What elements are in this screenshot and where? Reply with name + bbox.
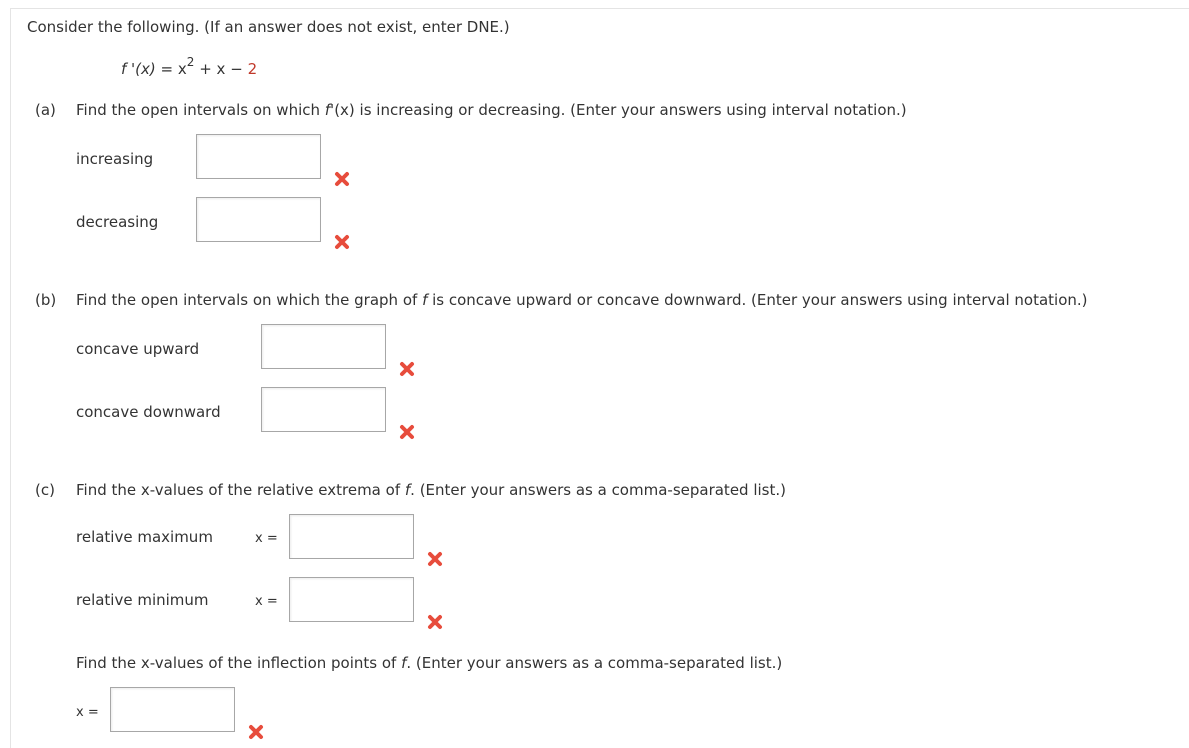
incorrect-x-icon <box>334 234 350 250</box>
x-equals-label: x = <box>255 594 278 609</box>
incorrect-x-icon <box>248 724 264 740</box>
part-b-letter: (b) <box>35 291 57 309</box>
function-constant: 2 <box>247 60 258 78</box>
part-a-prompt-pre: Find the open intervals on which <box>76 101 325 119</box>
part-a-prompt <box>76 101 907 119</box>
relative-minimum-input[interactable] <box>289 577 414 622</box>
part-c-prompt <box>76 481 786 499</box>
question-frame <box>10 8 1189 748</box>
part-c-prompt-fn: f <box>404 481 411 499</box>
incorrect-x-icon <box>399 424 415 440</box>
part-a-prompt-fn: f' <box>324 101 335 119</box>
increasing-label: increasing <box>76 150 154 168</box>
function-definition <box>121 55 258 78</box>
part-b-prompt <box>76 291 1088 309</box>
inflection-prompt-pre: Find the x-values of the inflection points of <box>76 654 402 672</box>
part-c-prompt-pre: Find the x-values of the relative extrema of <box>76 481 405 499</box>
concave-upward-label: concave upward <box>76 340 200 358</box>
function-rest: + x − <box>199 60 243 78</box>
incorrect-x-icon <box>427 614 443 630</box>
decreasing-label: decreasing <box>76 213 159 231</box>
part-c-letter: (c) <box>35 481 55 499</box>
concave-downward-input[interactable] <box>261 387 386 432</box>
incorrect-x-icon <box>334 171 350 187</box>
incorrect-x-icon <box>427 551 443 567</box>
question-intro: Consider the following. (If an answer does not exist, enter DNE.) <box>27 18 510 36</box>
relative-maximum-input[interactable] <box>289 514 414 559</box>
inflection-prompt <box>76 654 782 672</box>
incorrect-x-icon <box>399 361 415 377</box>
inflection-points-input[interactable] <box>110 687 235 732</box>
function-term1: x <box>177 60 187 78</box>
inflection-prompt-fn: f <box>401 654 407 672</box>
concave-upward-input[interactable] <box>261 324 386 369</box>
decreasing-input[interactable] <box>196 197 321 242</box>
part-b-prompt-post: is concave upward or concave downward. (Enter your answers using interval notation.) <box>427 291 1088 309</box>
part-a-prompt-post: (x) is increasing or decreasing. (Enter your answers using interval notation.) <box>334 101 907 119</box>
part-b-prompt-fn: f <box>422 291 428 309</box>
part-b-prompt-pre: Find the open intervals on which the graph of <box>76 291 423 309</box>
relative-minimum-label: relative minimum <box>76 591 209 609</box>
increasing-input[interactable] <box>196 134 321 179</box>
concave-downward-label: concave downward <box>76 403 221 421</box>
relative-maximum-label: relative maximum <box>76 528 213 546</box>
function-eq: = <box>160 60 174 78</box>
part-c-prompt-post: . (Enter your answers as a comma-separated list.) <box>410 481 786 499</box>
function-exponent: 2 <box>186 55 195 69</box>
x-equals-label: x = <box>255 531 278 546</box>
part-a-letter: (a) <box>35 101 56 119</box>
function-lhs: f '(x) <box>121 60 156 78</box>
inflection-prompt-post: . (Enter your answers as a comma-separated list.) <box>406 654 783 672</box>
x-equals-label: x = <box>76 705 99 720</box>
